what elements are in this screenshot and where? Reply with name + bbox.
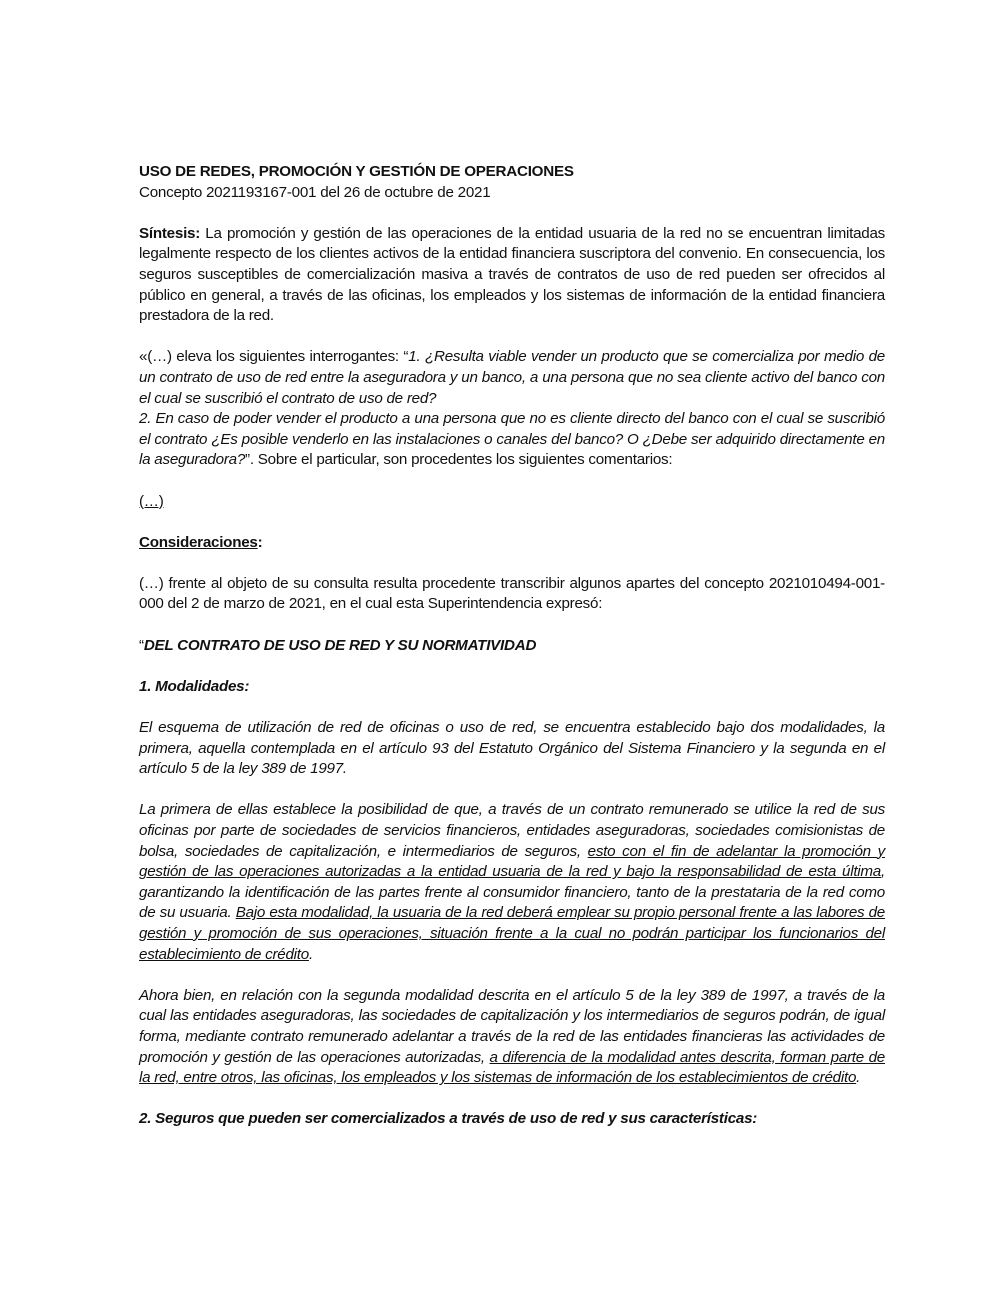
query-paragraph-2 — [139, 409, 885, 471]
insurance-heading: 2. Seguros que pueden ser comercializados a través de uso de red y sus características: — [139, 1110, 758, 1128]
quote-open: “ — [139, 636, 144, 654]
query-intro: «(…) eleva los siguientes interrogantes: “ — [139, 348, 409, 366]
concept-reference: Concepto 2021193167-001 del 26 de octubre de 2021 — [139, 183, 491, 201]
first-modality-text-c: . — [308, 945, 313, 963]
section-heading — [139, 636, 885, 657]
considerations-heading — [139, 533, 885, 554]
first-modality-underlined-2: Bajo esta modalidad, la usuaria de la red deberá emplear su propio personal frente a las labores de gestión y promoción de sus operaciones, situación frente a la cual no podrán participar los funcionarios del establecimiento de crédito — [139, 904, 886, 963]
first-modality-text-b: , garantizando la identificación de las partes frente al consumidor financiero, tanto de la prestataria de la red como de su usuaria. — [139, 863, 885, 922]
query-paragraph — [139, 347, 885, 409]
synthesis-paragraph — [139, 224, 885, 327]
considerations-colon: : — [257, 533, 263, 551]
scheme-paragraph: El esquema de utilización de red de oficinas o uso de red, se encuentra establecido bajo dos modalidades, la primera, aquella contemplada en el artículo 93 del Estatuto Orgánico del Sistema Financiero y la segunda en el artículo 5 de la ley 389 de 1997. — [139, 719, 885, 778]
transcription-paragraph: (…) frente al objeto de su consulta resulta procedente transcribir algunos apartes del concepto 2021010494-001-000 del 2 de marzo de 2021, en el cual esta Superintendencia expresó: — [139, 574, 885, 613]
ellipsis-text: (…) — [139, 492, 164, 510]
section-title: DEL CONTRATO DE USO DE RED Y SU NORMATIVIDAD — [143, 636, 537, 654]
question-1: 1. ¿Resulta viable vender un producto que se comercializa por medio de un contrato de uso de red entre la aseguradora y un banco, a una persona que no sea cliente activo del banco con el cual se suscribió el contrato de uso de red? — [139, 348, 885, 407]
synthesis-text: La promoción y gestión de las operaciones de la entidad usuaria de la red no se encuentran limitadas legalmente respecto de los clientes activos de la entidad financiera suscriptora del convenio. En consecuencia, los seguros susceptibles de comercialización masiva a través de contratos de uso de red pueden ser ofrecidos al público en general, a través de las oficinas, los empleados y los sistemas de información de la entidad financiera prestadora de la red. — [139, 224, 885, 325]
second-modality-paragraph — [139, 986, 885, 1089]
modalities-heading: 1. Modalidades: — [139, 677, 250, 695]
synthesis-label: Síntesis: — [139, 224, 201, 242]
second-modality-underlined: a diferencia de la modalidad antes descrita, forman parte de la red, entre otros, las oficinas, los empleados y los sistemas de información de los establecimientos de crédito — [139, 1048, 885, 1087]
document-page — [139, 162, 885, 1130]
ellipsis-paragraph — [139, 492, 885, 513]
second-modality-text-a: Ahora bien, en relación con la segunda modalidad descrita en el artículo 5 de la ley 389 de 1997, a través de la cual las entidades aseguradoras, las sociedades de capitalización y los intermediarios de seguros podrán, de igual forma, mediante contrato remunerado adelantar a través de la red de las entidades financieras las actividades de promoción y gestión de las operaciones autorizadas, — [139, 986, 885, 1066]
query-outro: ”. Sobre el particular, son procedentes los siguientes comentarios: — [245, 451, 673, 469]
document-title: USO DE REDES, PROMOCIÓN Y GESTIÓN DE OPERACIONES — [139, 163, 574, 180]
question-2: 2. En caso de poder vender el producto a una persona que no es cliente directo del banco con el cual se suscribió el contrato ¿Es posible venderlo en las instalaciones o canales del banco? O ¿Debe ser adquirido directamente en la aseguradora? — [139, 410, 885, 469]
first-modality-text-a: La primera de ellas establece la posibilidad de que, a través de un contrato remunerado se utilice la red de sus oficinas por parte de sociedades de servicios financieros, entidades aseguradoras, sociedades comisionistas de bolsa, sociedades de capitalización, e intermediarios de seguros, — [139, 801, 885, 860]
second-modality-text-b: . — [856, 1069, 861, 1087]
first-modality-underlined-1: esto con el fin de adelantar la promoción y gestión de las operaciones autorizadas a la entidad usuaria de la red y bajo la responsabilidad de esta última — [139, 842, 885, 881]
first-modality-paragraph — [139, 800, 885, 965]
considerations-label: Consideraciones — [139, 533, 258, 551]
